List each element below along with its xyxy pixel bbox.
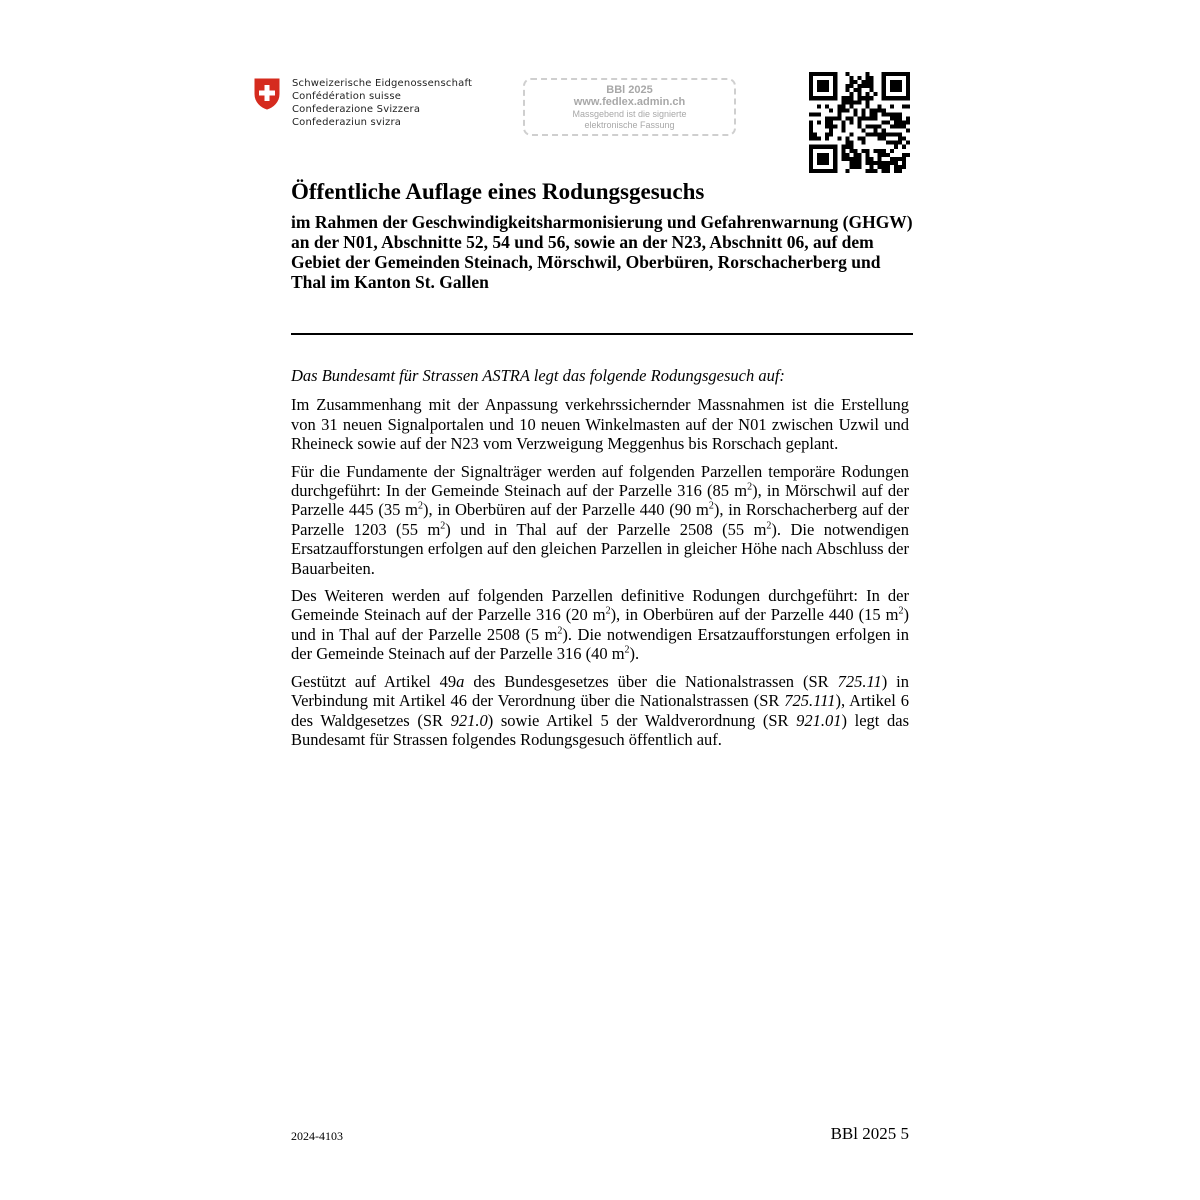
swiss-coat-of-arms-icon <box>254 78 280 110</box>
stamp-note-2: elektronische Fassung <box>584 120 675 130</box>
agency-name-fr: Confédération suisse <box>292 91 402 102</box>
agency-name-rm: Confederaziun svizra <box>292 117 402 128</box>
intro-paragraph: Das Bundesamt für Strassen ASTRA legt das folgende Rodungsgesuch auf: <box>291 366 785 385</box>
fedlex-stamp <box>523 78 736 136</box>
stamp-url: www.fedlex.admin.ch <box>573 96 686 108</box>
paragraph-3: Des Weiteren werden auf folgenden Parzellen definitive Rodungen durchgeführt: In der Gemeinde Steinach auf der Parzelle 316 (20 $m^2$), in Oberbüren auf der Parzelle 440 (15 $m^2$) und in Thal auf der Parzelle 2508 (5 $m^2$). Die notwendigen Ersatzaufforstungen erfolgen in der Gemeinde Steinach auf der Parzelle 316 (40 $m^2$). <box>291 586 910 664</box>
document-body <box>291 366 909 757</box>
document-title: Öffentliche Auflage eines Rodungsgesuchs <box>291 179 705 204</box>
paragraph-1: Im Zusammenhang mit der Anpassung verkehrssichernder Massnahmen ist die Erstellung von 31 neuen Signalportalen und 10 neuen Winkelmasten auf der N01 zwischen Uzwil und Rheineck sowie auf der N23 vom Verzweigung Meggenhus bis Rorschach geplant. <box>291 395 909 454</box>
agency-name-it: Confederazione Svizzera <box>292 104 421 115</box>
paragraph-2: Für die Fundamente der Signalträger werden auf folgenden Parzellen temporäre Rodungen durchgeführt: In der Gemeinde Steinach auf der Parzelle 316 (85 $m^2$), in Mörschwil auf der Parzelle 445 (35 $m^2$), in Oberbüren auf der Parzelle 440 (90 $m^2$), in Rorschacherberg auf der Parzelle 1203 (55 $m^2$) und in Thal auf der Parzelle 2508 (55 $m^2$). Die notwendigen Ersatzaufforstungen erfolgen auf den gleichen Parzellen in gleicher Höhe nach Abschluss der Bauarbeiten. <box>291 461 909 578</box>
title-divider <box>291 333 913 335</box>
agency-name-de: Schweizerische Eidgenossenschaft <box>292 78 473 89</box>
stamp-note-1: Massgebend ist die signierte <box>572 109 687 119</box>
qr-code-icon <box>809 72 910 173</box>
document-subtitle: im Rahmen der Geschwindigkeitsharmonisierung und Gefahrenwarnung (GHGW) an der N01, Abschnitte 52, 54 und 56, sowie an der N23, Abschnitt 06, auf dem Gebiet der Gemeinden Steinach, Mörschwil, Oberbüren, Rorschacherberg und Thal im Kanton St. Gallen <box>291 212 913 292</box>
page-reference: BBl 2025 5 <box>830 1124 909 1143</box>
document-number: 2024-4103 <box>291 1129 343 1143</box>
agency-name-block <box>292 77 472 129</box>
stamp-publication: BBl 2025 <box>606 84 653 96</box>
paragraph-4: Gestützt auf Artikel 49a des Bundesgesetzes über die Nationalstrassen (SR 725.11) in Verbindung mit Artikel 46 der Verordnung über die Nationalstrassen (SR 725.111), Artikel 6 des Waldgesetzes (SR 921.0) sowie Artikel 5 der Waldverordnung (SR 921.01) legt das Bundesamt für Strassen folgendes Rodungsgesuch öffentlich auf. <box>291 671 909 749</box>
